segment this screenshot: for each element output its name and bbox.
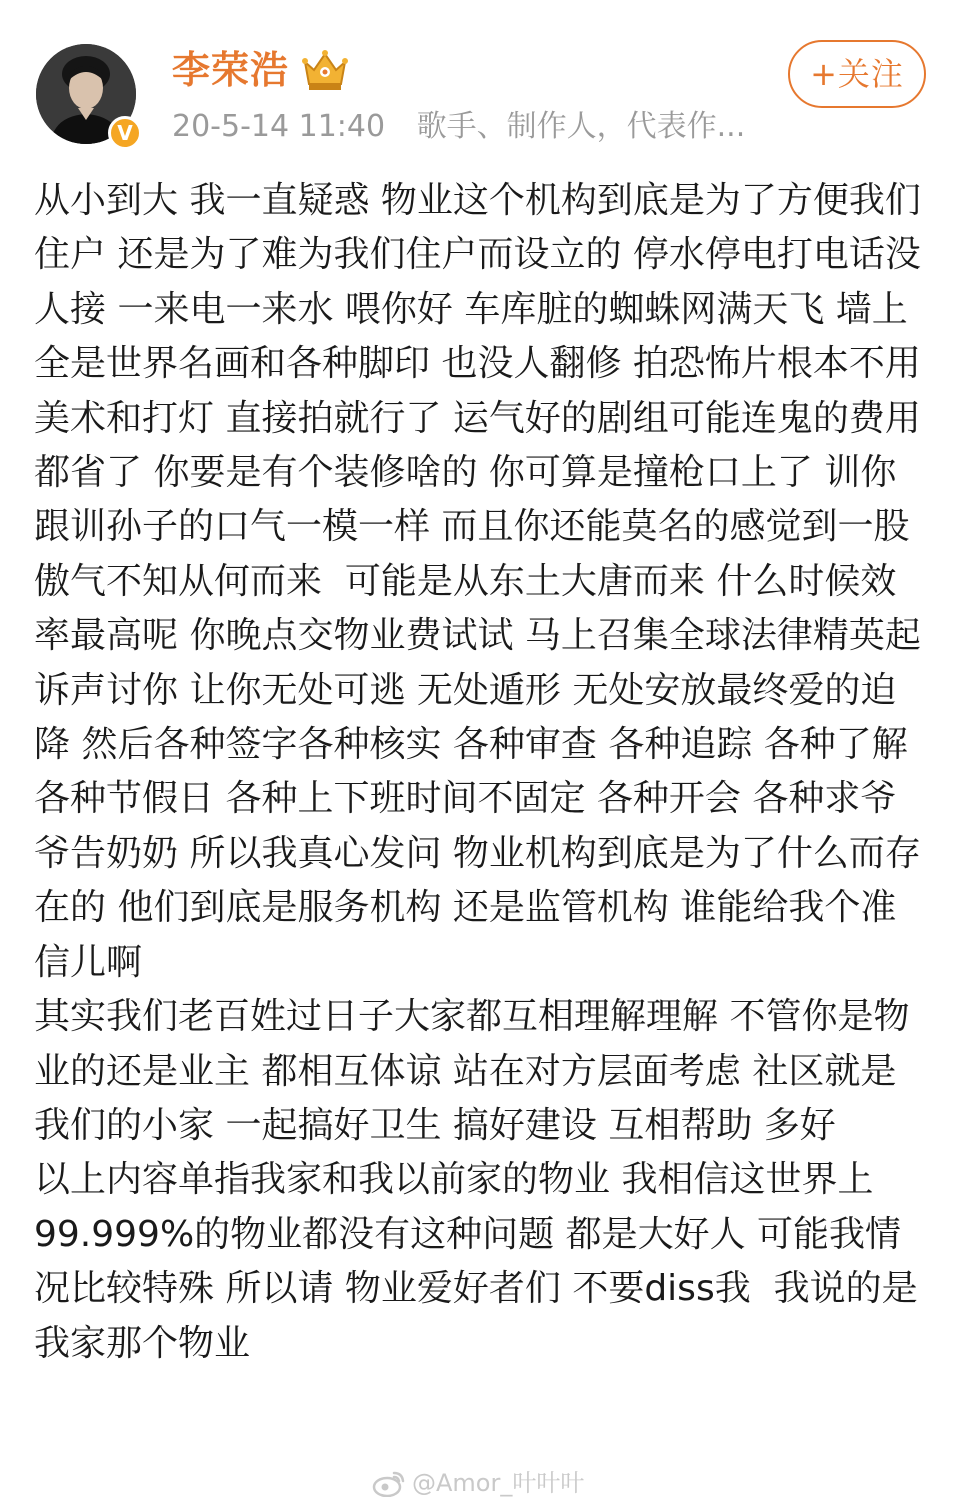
verified-badge-icon: V bbox=[108, 116, 142, 150]
post-header bbox=[0, 0, 960, 160]
author-name[interactable]: 李荣浩 bbox=[172, 48, 290, 92]
watermark bbox=[372, 1464, 584, 1502]
weibo-icon bbox=[372, 1469, 406, 1497]
post-paragraph-1: 从小到大 我一直疑惑 物业这个机构到底是为了方便我们住户 还是为了难为我们住户而设立的 停水停电打电话没人接 一来电一来水 喂你好 车库脏的蜘蛛网满天飞 墙上全是世界名画和各种脚印 也没人翻修 拍恐怖片根本不用美术和打灯 直接拍就行了 运气好的剧组可能连鬼的费用都省了 你要是有个装修啥的 你可算是撞枪口上了 训你跟训孙子的口气一模一样 而且你还能莫名的感觉到一股傲气不知从何而来 可能是从东土大唐而来 什么时候效率最高呢 你晚点交物业费试试 马上召集全球法律精英起诉声讨你 让你无处可逃 无处遁形 无处安放最终爱的迫降 然后各种签字各种核实 各种审查 各种追踪 各种了解 各种节假日 各种上下班时间不固定 各种开会 各种求爷爷告奶奶 所以我真心发问 物业机构到底是为了什么而存在的 他们到底是服务机构 还是监管机构 谁能给我个准信儿啊 bbox=[34, 180, 921, 983]
vip-crown-icon bbox=[300, 48, 350, 92]
follow-button[interactable]: +关注 bbox=[788, 40, 926, 108]
post-time: 20-5-14 11:40 bbox=[172, 109, 386, 144]
post-body bbox=[34, 174, 926, 1371]
author-description: 歌手、制作人，代表作... bbox=[416, 109, 746, 144]
watermark-text: @Amor_叶叶叶 bbox=[412, 1469, 585, 1497]
avatar[interactable] bbox=[36, 44, 140, 148]
post-paragraph-2: 其实我们老百姓过日子大家都互相理解理解 不管你是物业的还是业主 都相互体谅 站在对方层面考虑 社区就是我们的小家 一起搞好卫生 搞好建设 互相帮助 多好 bbox=[34, 996, 910, 1146]
post-paragraph-3: 以上内容单指我家和我以前家的物业 我相信这世界上99.999%的物业都没有这种问题 都是大好人 可能我情况比较特殊 所以请 物业爱好者们 不要diss我 我说的是我家那个物业 bbox=[34, 1159, 918, 1364]
post-meta bbox=[172, 108, 745, 146]
